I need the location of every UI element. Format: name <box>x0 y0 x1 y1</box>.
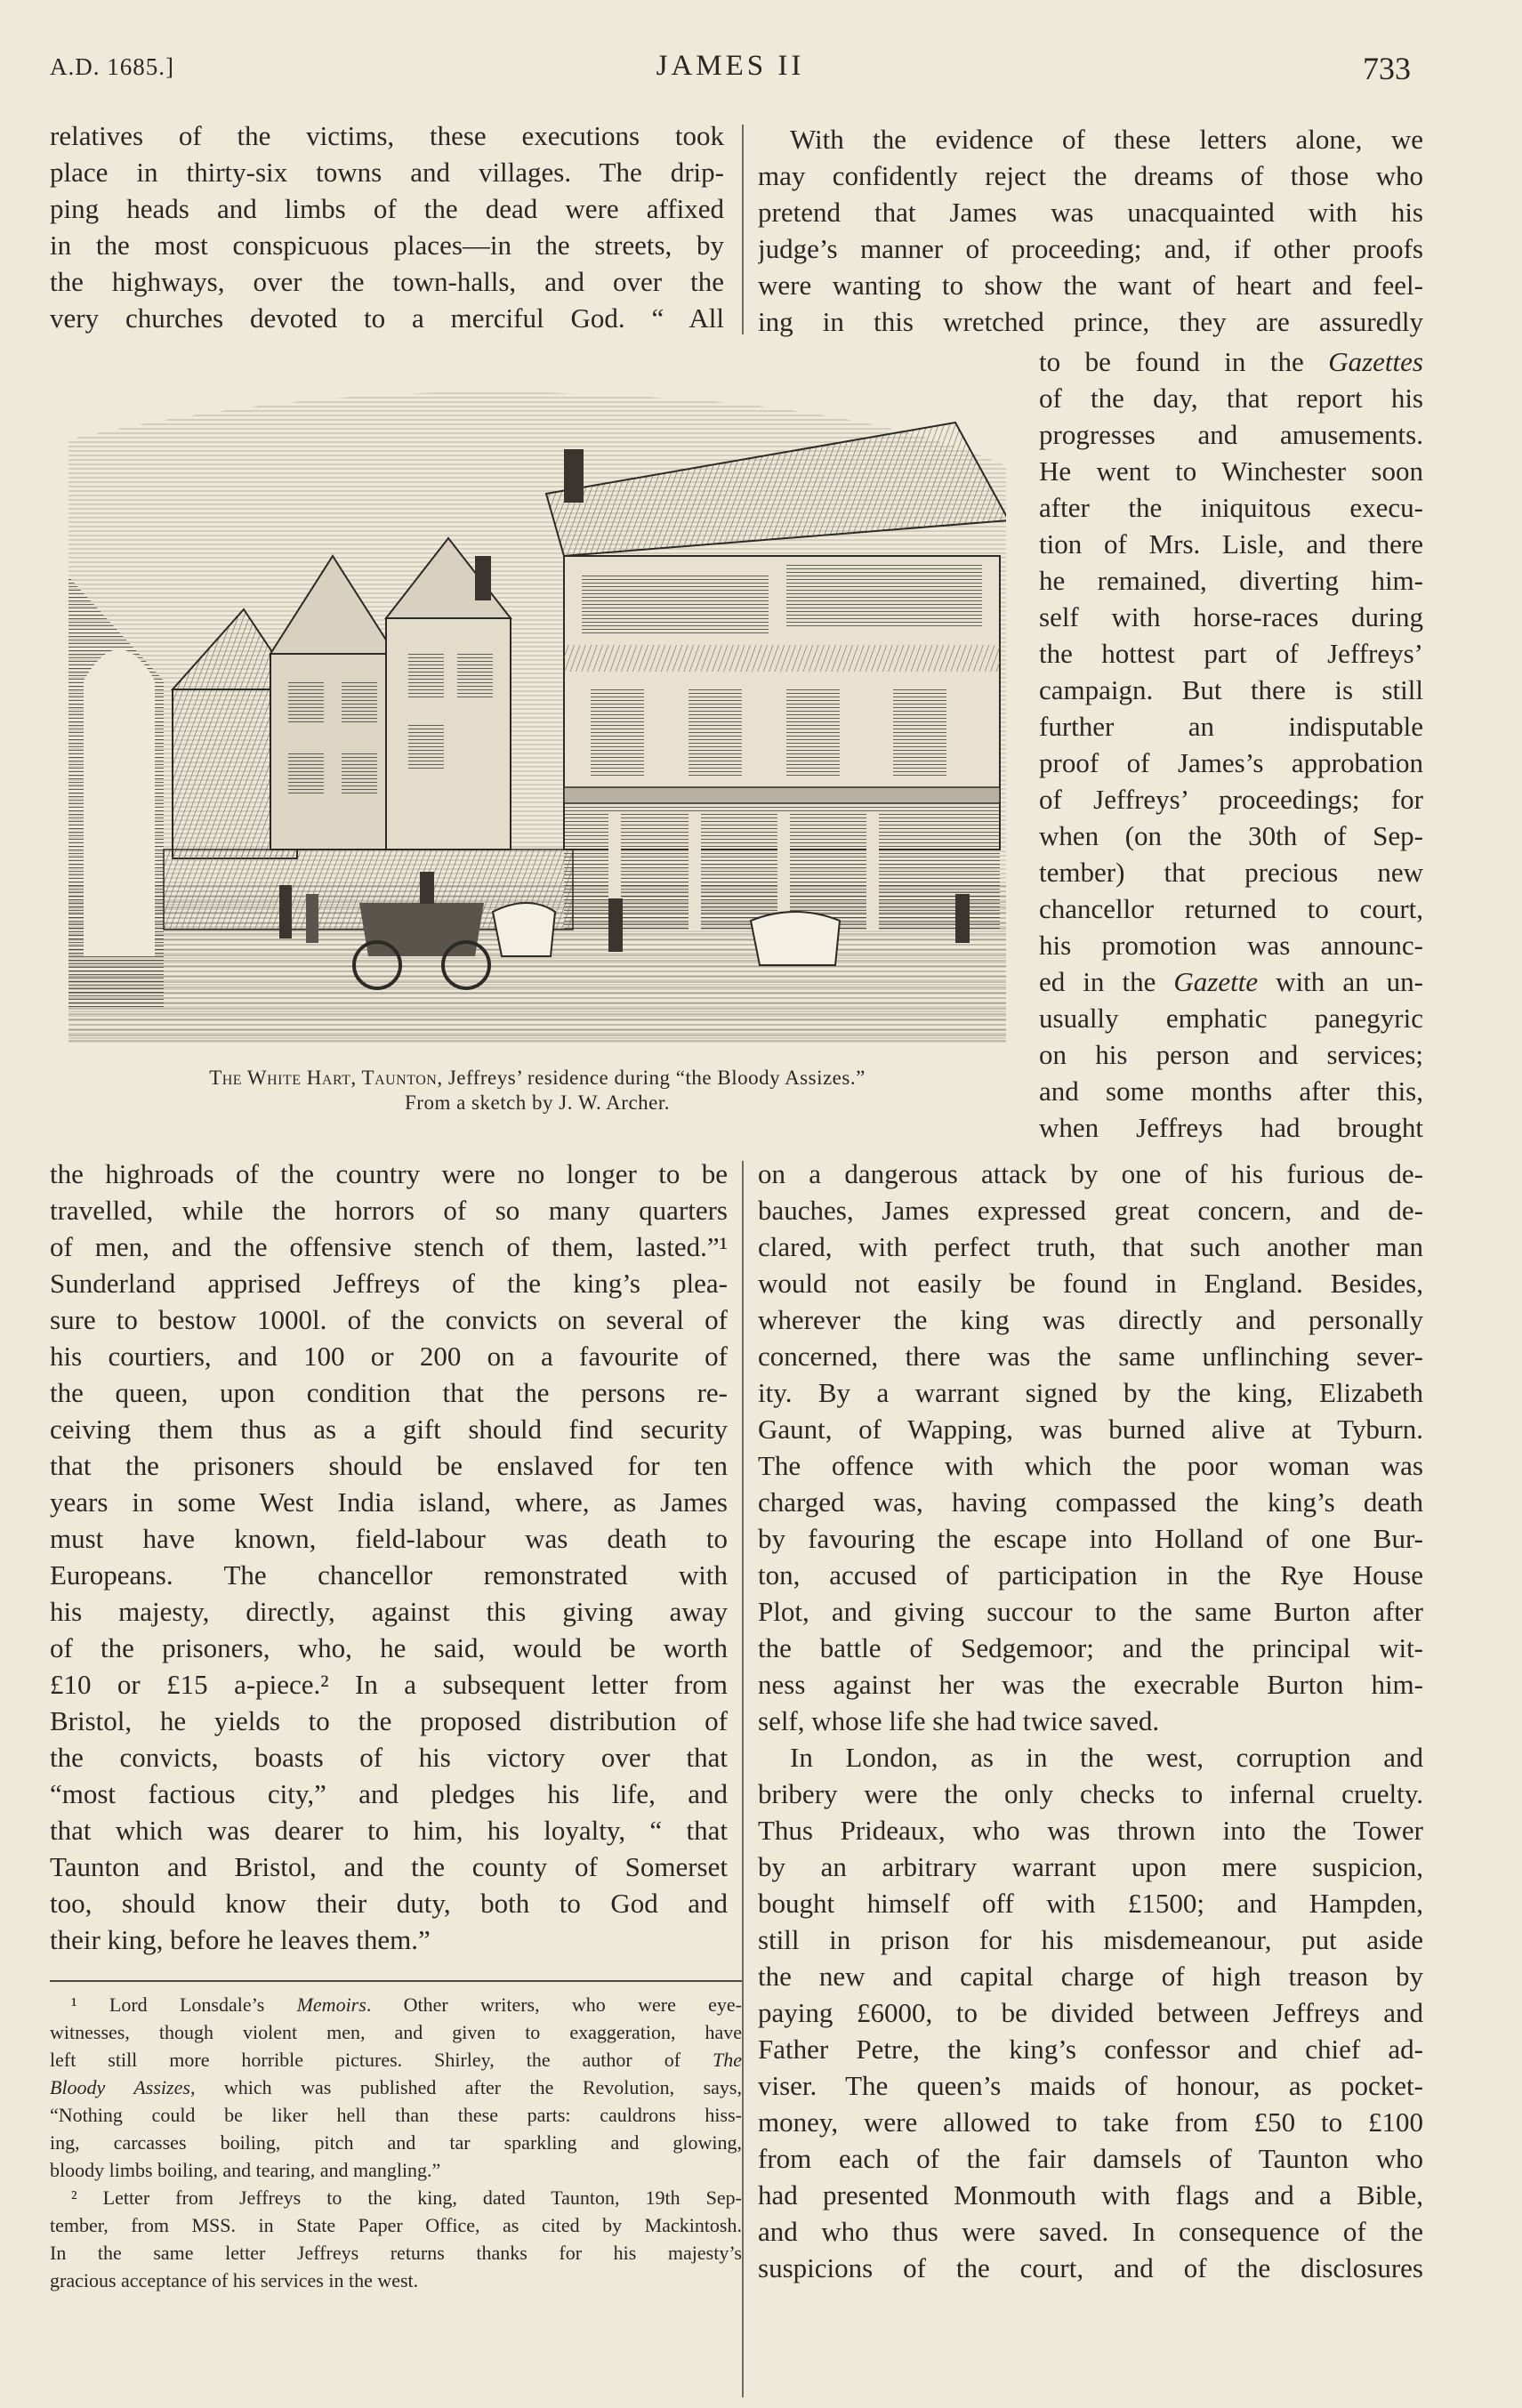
text-line: pretend that James was unacquainted with his <box>758 197 1423 228</box>
engraving-white-hart-taunton <box>66 387 1009 1045</box>
text-line: the hottest part of Jeffreys’ <box>1039 638 1423 669</box>
text-line: of the prisoners, who, he said, would be worth <box>50 1632 728 1663</box>
text-line: in the most conspicuous places—in the streets, by <box>50 230 724 261</box>
footnote-line: In the same letter Jeffreys returns thanks for his majesty’s <box>50 2242 742 2264</box>
text-line: the battle of Sedgemoor; and the principal wit- <box>758 1632 1423 1663</box>
footnote-line: tember, from MSS. in State Paper Office, as cited by Mackintosh. <box>50 2214 742 2236</box>
footnote-line: Bloody Assizes, which was published after the Revolution, says, <box>50 2076 742 2098</box>
text-line: self, whose life she had twice saved. <box>758 1705 1160 1736</box>
header-title: JAMES II <box>656 50 805 82</box>
text-line: too, should know their duty, both to God and <box>50 1888 728 1919</box>
text-line: his courtiers, and 100 or 200 on a favourite of <box>50 1341 728 1372</box>
text-line: ity. By a warrant signed by the king, Elizabeth <box>758 1377 1423 1408</box>
text-line: by an arbitrary warrant upon mere suspicion, <box>758 1851 1423 1882</box>
text-line: £10 or £15 a-piece.² In a subsequent letter from <box>50 1669 728 1700</box>
text-line: to be found in the Gazettes <box>1039 346 1423 377</box>
footnote-line: ing, carcasses boiling, pitch and tar sparkling and glowing, <box>50 2131 742 2154</box>
text-line: by favouring the escape into Holland of one Bur- <box>758 1523 1423 1554</box>
text-line: must have known, field-labour was death to <box>50 1523 728 1554</box>
footnote-line: gracious acceptance of his services in the west. <box>50 2269 419 2291</box>
left-column-bottom <box>50 1156 728 1958</box>
text-line: years in some West India island, where, as James <box>50 1486 728 1518</box>
text-line: judge’s manner of proceeding; and, if other proofs <box>758 233 1423 264</box>
text-line: Bristol, he yields to the proposed distribution of <box>50 1705 728 1736</box>
text-line: when Jeffreys had brought <box>1039 1112 1423 1143</box>
right-column-bottom <box>758 1156 1423 2286</box>
text-line: bought himself off with £1500; and Hampden, <box>758 1888 1423 1919</box>
text-line: that which was dearer to him, his loyalty, “ that <box>50 1815 728 1846</box>
caption-title: The White Hart, Taunton, <box>209 1067 443 1089</box>
text-line: campaign. But there is still <box>1039 674 1423 705</box>
text-line: his majesty, directly, against this giving away <box>50 1596 728 1627</box>
text-line: would not easily be found in England. Besides, <box>758 1268 1423 1299</box>
text-line: travelled, while the horrors of so many quarters <box>50 1195 728 1226</box>
text-line: his promotion was announc- <box>1039 930 1423 961</box>
text-line: With the evidence of these letters alone, we <box>790 124 1423 155</box>
text-line: Sunderland apprised Jeffreys of the king’s plea- <box>50 1268 728 1299</box>
footnote-line: ² Letter from Jeffreys to the king, dated Taunton, 19th Sep- <box>71 2187 742 2209</box>
figure-caption <box>66 1066 1009 1115</box>
caption-description: Jeffreys’ residence during “the Bloody Assizes.” <box>442 1067 866 1089</box>
text-line: Gaunt, of Wapping, was burned alive at Tyburn. <box>758 1413 1423 1445</box>
text-line: ton, accused of participation in the Rye House <box>758 1559 1423 1591</box>
text-line: when (on the 30th of Sep- <box>1039 820 1423 851</box>
text-line: self with horse-races during <box>1039 601 1423 632</box>
text-line: Plot, and giving succour to the same Burton after <box>758 1596 1423 1627</box>
footnote-line: “Nothing could be liker hell than these parts: cauldrons hiss- <box>50 2104 742 2126</box>
text-line: bauches, James expressed great concern, and de- <box>758 1195 1423 1226</box>
text-line: that the prisoners should be enslaved for ten <box>50 1450 728 1481</box>
running-header <box>50 50 1411 94</box>
text-line: the new and capital charge of high treason by <box>758 1961 1423 1992</box>
text-line: further an indisputable <box>1039 711 1423 742</box>
text-line: of Jeffreys’ proceedings; for <box>1039 784 1423 815</box>
text-line: of the day, that report his <box>1039 383 1423 414</box>
text-line: usually emphatic panegyric <box>1039 1003 1423 1034</box>
text-line: progresses and amusements. <box>1039 419 1423 450</box>
text-line: the queen, upon condition that the persons re- <box>50 1377 728 1408</box>
text-line: paying £6000, to be divided between Jeffreys and <box>758 1997 1423 2028</box>
text-line: on his person and services; <box>1039 1039 1423 1070</box>
right-column-beside-figure <box>1039 343 1423 1146</box>
text-line: very churches devoted to a merciful God. “ All <box>50 302 724 334</box>
text-line: the convicts, boasts of his victory over that <box>50 1742 728 1773</box>
text-line: “most factious city,” and pledges his life, and <box>50 1778 728 1809</box>
text-line: ing in this wretched prince, they are assuredly <box>758 306 1423 337</box>
text-line: wherever the king was directly and personally <box>758 1304 1423 1335</box>
footnote-line: bloody limbs boiling, and tearing, and mangling.” <box>50 2159 441 2181</box>
text-line: had presented Monmouth with flags and a Bible, <box>758 2179 1423 2211</box>
text-line: their king, before he leaves them.” <box>50 1924 431 1955</box>
caption-line-2: From a sketch by J. W. Archer. <box>405 1091 670 1114</box>
text-line: concerned, there was the same unflinching sever- <box>758 1341 1423 1372</box>
text-line: money, were allowed to take from £50 to £100 <box>758 2106 1423 2138</box>
footnote-rule <box>50 1980 742 1982</box>
text-line: chancellor returned to court, <box>1039 893 1423 924</box>
footnotes <box>50 1991 742 2294</box>
text-line: place in thirty-six towns and villages. The drip- <box>50 157 724 188</box>
page-number: 733 <box>1363 51 1411 86</box>
text-line: tion of Mrs. Lisle, and there <box>1039 528 1423 560</box>
text-line: the highroads of the country were no longer to be <box>50 1158 728 1189</box>
text-line: Europeans. The chancellor remonstrated with <box>50 1559 728 1591</box>
text-line: and some months after this, <box>1039 1075 1423 1107</box>
footnote-line: witnesses, though violent men, and given to exaggeration, have <box>50 2021 742 2043</box>
right-column-top <box>758 121 1423 340</box>
text-line: charged was, having compassed the king’s death <box>758 1486 1423 1518</box>
engraving-illustration <box>66 387 1009 1045</box>
text-line: Father Petre, the king’s confessor and chief ad- <box>758 2034 1423 2065</box>
text-line: from each of the fair damsels of Taunton who <box>758 2143 1423 2174</box>
text-line: suspicions of the court, and of the disclosures <box>758 2252 1423 2283</box>
text-line: ness against her was the execrable Burton him- <box>758 1669 1423 1700</box>
text-line: and who thus were saved. In consequence of the <box>758 2216 1423 2247</box>
left-column-top <box>50 117 724 336</box>
text-line: Thus Prideaux, who was thrown into the Tower <box>758 1815 1423 1846</box>
text-line: proof of James’s approbation <box>1039 747 1423 778</box>
text-line: on a dangerous attack by one of his furious de- <box>758 1158 1423 1189</box>
column-rule-bottom <box>742 1161 744 2397</box>
caption-line-1 <box>66 1066 1009 1091</box>
text-line: In London, as in the west, corruption and <box>790 1742 1423 1773</box>
text-line: He went to Winchester soon <box>1039 455 1423 487</box>
column-rule-top <box>742 125 744 334</box>
text-line: clared, with perfect truth, that such another man <box>758 1231 1423 1262</box>
text-line: bribery were the only checks to infernal cruelty. <box>758 1778 1423 1809</box>
text-line: still in prison for his misdemeanour, put aside <box>758 1924 1423 1955</box>
text-line: ceiving them thus as a gift should find security <box>50 1413 728 1445</box>
text-line: after the iniquitous execu- <box>1039 492 1423 523</box>
text-line: ed in the Gazette with an un- <box>1039 966 1423 997</box>
text-line: tember) that precious new <box>1039 857 1423 888</box>
text-line: viser. The queen’s maids of honour, as pocket- <box>758 2070 1423 2101</box>
text-line: The offence with which the poor woman was <box>758 1450 1423 1481</box>
text-line: relatives of the victims, these executions took <box>50 120 724 151</box>
header-date: A.D. 1685.] <box>50 53 174 80</box>
text-line: Taunton and Bristol, and the county of Somerset <box>50 1851 728 1882</box>
footnote-line: left still more horrible pictures. Shirley, the author of The <box>50 2049 742 2071</box>
text-line: the highways, over the town-halls, and over the <box>50 266 724 297</box>
footnote-line: ¹ Lord Lonsdale’s Memoirs. Other writers, who were eye- <box>71 1993 742 2016</box>
text-line: may confidently reject the dreams of those who <box>758 160 1423 191</box>
text-line: he remained, diverting him- <box>1039 565 1423 596</box>
text-line: sure to bestow 1000l. of the convicts on several of <box>50 1304 728 1335</box>
text-line: of men, and the offensive stench of them, lasted.”¹ <box>50 1231 728 1262</box>
text-line: ping heads and limbs of the dead were affixed <box>50 193 724 224</box>
text-line: were wanting to show the want of heart and feel- <box>758 270 1423 301</box>
